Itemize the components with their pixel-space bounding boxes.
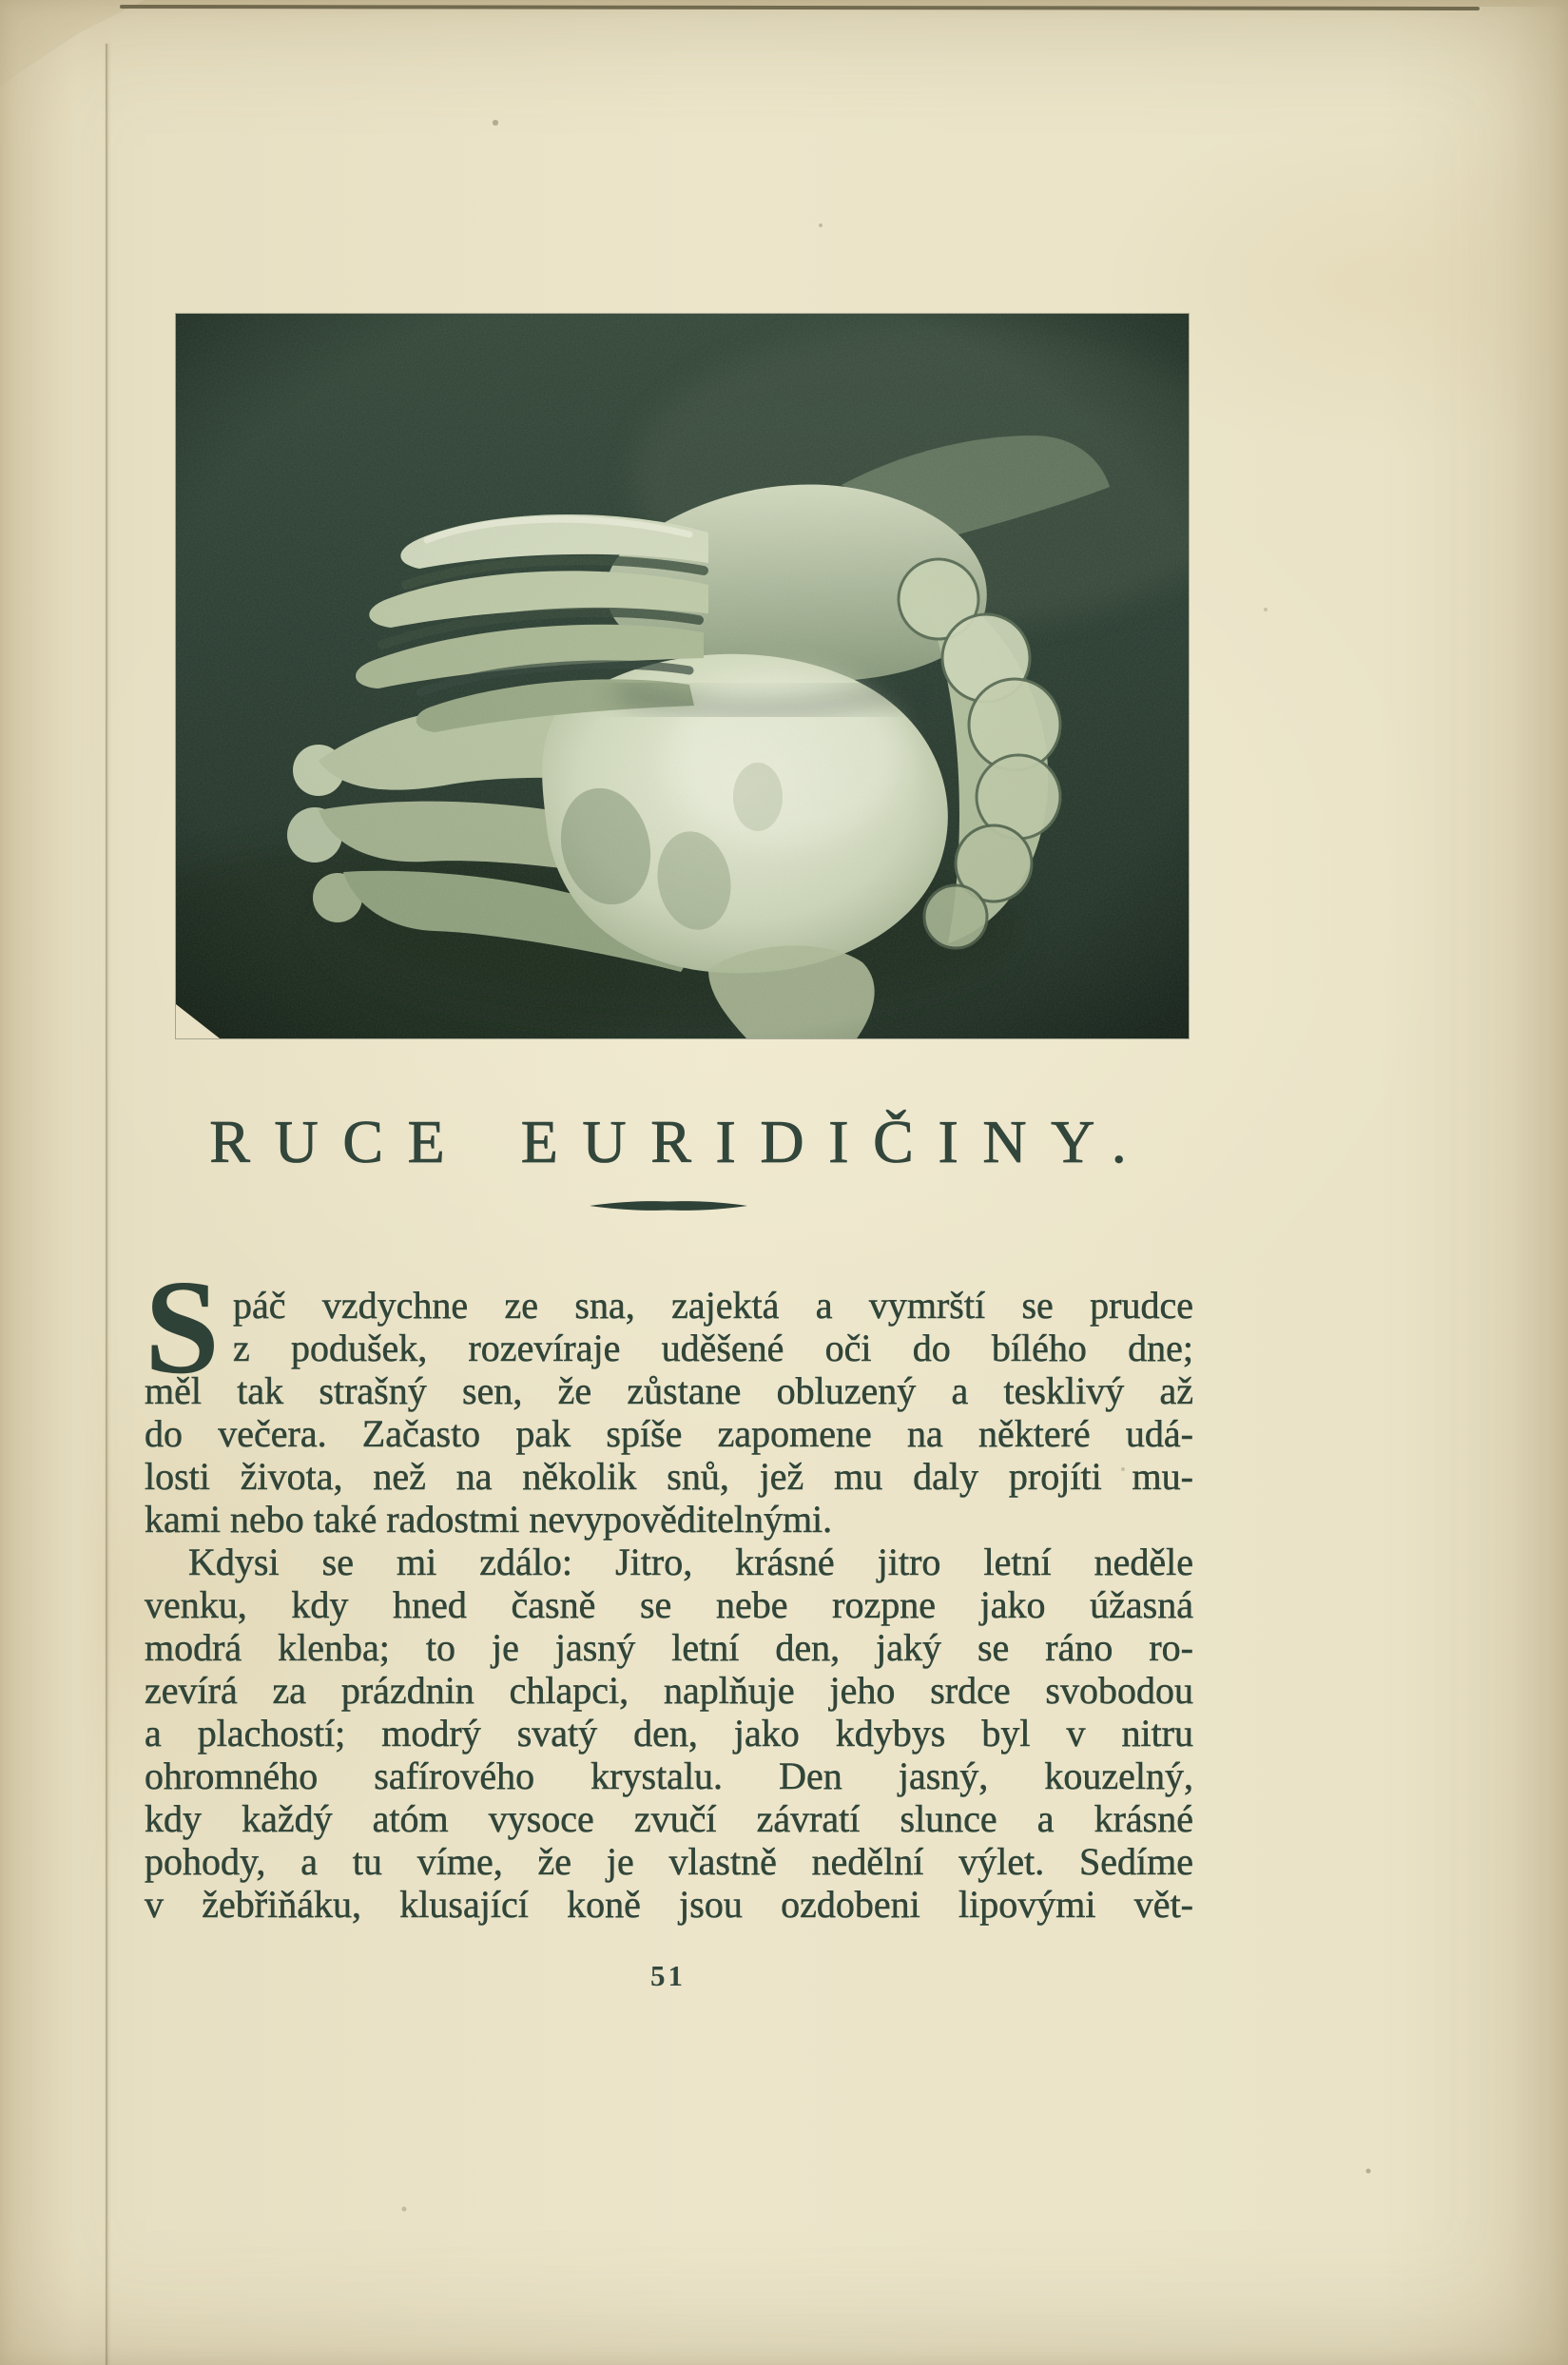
text-line: z podušek, rozevíraje uděšené oči do bílého dne; bbox=[232, 1327, 1193, 1369]
title-divider bbox=[143, 1200, 1193, 1212]
text-line: kdy každý atóm vysoce zvučí závratí slunce a krásné bbox=[145, 1797, 1193, 1840]
halftone-grain-dark bbox=[176, 314, 1189, 1038]
scan-top-edge-line bbox=[120, 5, 1480, 10]
text-line: ohromného safírového krystalu. Den jasný, kouzelný, bbox=[145, 1754, 1193, 1797]
page-fold-line bbox=[106, 44, 107, 2365]
text-line: losti života, než na několik snů, jež mu daly projíti mu- bbox=[145, 1455, 1193, 1498]
text-line: zevírá za prázdnin chlapci, naplňuje jeho srdce svobodou bbox=[145, 1669, 1193, 1712]
text-line: do večera. Začasto pak spíše zapomene na některé udá- bbox=[145, 1412, 1193, 1455]
drop-cap: S bbox=[145, 1251, 220, 1402]
chapter-title: RUCE EURIDIČINY. bbox=[209, 1108, 1152, 1175]
text-line: pohody, a tu víme, že je vlastně nedělní výlet. Sedíme bbox=[145, 1840, 1193, 1883]
text-line: Kdysi se mi zdálo: Jitro, krásné jitro letní neděle bbox=[188, 1541, 1193, 1583]
text-line: venku, kdy hned časně se nebe rozpne jako úžasná bbox=[145, 1583, 1193, 1626]
text-line: modrá klenba; to je jasný letní den, jaký se ráno ro- bbox=[145, 1626, 1193, 1669]
text-line: kami nebo také radostmi nevypověditelnými. bbox=[145, 1498, 833, 1541]
paper-specks bbox=[0, 0, 2, 2]
text-line: páč vzdychne ze sna, zajektá a vymrští se prudce bbox=[232, 1284, 1193, 1327]
text-line: v žebřiňáku, klusající koně jsou ozdobeni lipovými vět- bbox=[145, 1883, 1193, 1926]
text-line: a plachostí; modrý svatý den, jako kdybys byl v nitru bbox=[145, 1712, 1193, 1754]
body-text bbox=[145, 1251, 1193, 1926]
lens-rule-icon bbox=[588, 1200, 749, 1212]
hands-photograph bbox=[176, 314, 1189, 1038]
hands-photo-illustration bbox=[176, 314, 1189, 1038]
page-right-edge-shading bbox=[1513, 0, 1568, 2365]
text-line: měl tak strašný sen, že zůstane obluzený a tesklivý až bbox=[145, 1369, 1193, 1412]
page-left-edge-shading bbox=[0, 0, 106, 2365]
page-number: 51 bbox=[650, 1959, 686, 1992]
